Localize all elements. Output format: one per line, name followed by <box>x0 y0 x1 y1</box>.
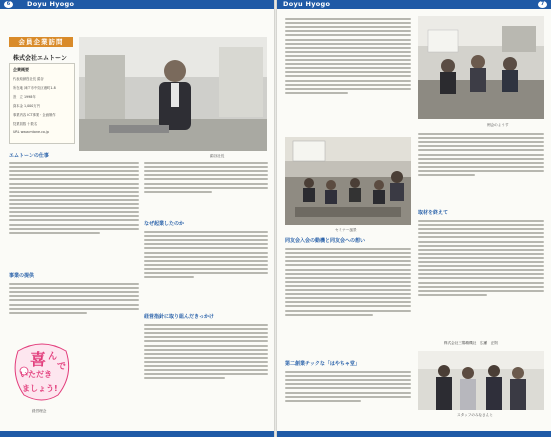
president-photo <box>79 37 267 151</box>
info-row: 従業員数 十数名 <box>13 122 38 126</box>
logo-text: で <box>57 362 67 372</box>
left-page-header <box>0 0 274 9</box>
left-page <box>0 0 274 437</box>
meeting-photo <box>418 16 544 119</box>
company-info-box <box>9 63 75 144</box>
section-title: なぜ起業したのか <box>144 221 185 227</box>
article-author: 株式会社三陽精機社 広瀬 正則 <box>444 341 498 345</box>
right-page <box>277 0 551 437</box>
left-page-number: 6 <box>4 1 13 8</box>
section-title: 第二創業チックな「はやちゃ堂」 <box>285 361 360 367</box>
article-text-column <box>418 218 544 338</box>
company-philosophy-logo <box>12 341 72 403</box>
president-photo-caption: 絹谷社長 <box>210 154 225 158</box>
logo-text: 喜 <box>30 350 47 369</box>
left-magazine-title: Doyu Hyogo <box>27 0 75 8</box>
company-title: 株式会社エムトーン <box>13 55 67 62</box>
section-title: 経営指針に取り組んだきっかけ <box>144 314 215 320</box>
info-row: 事業内容 ICT事業・企画制作 <box>13 113 56 117</box>
info-row: 資本金 1,000万円 <box>13 104 40 108</box>
section-title: 取材を終えて <box>418 210 449 216</box>
info-row: 所在地 神戸市中央区港町1-8 <box>13 86 56 90</box>
staff-photo-caption: スタッフのみなさんと <box>457 413 493 417</box>
article-text-column <box>9 281 139 337</box>
right-page-footer <box>277 431 551 437</box>
article-text-column <box>285 16 411 134</box>
meeting-photo-caption: 例会のようす <box>487 123 509 127</box>
article-text-column <box>9 160 139 268</box>
section-title: エムトーンの仕事 <box>9 153 49 159</box>
article-text-column <box>144 229 268 309</box>
logo-text: ん <box>48 352 58 362</box>
staff-photo <box>418 351 544 410</box>
logo-text: いただき <box>20 370 52 379</box>
logo-text: ましょう! <box>22 384 58 393</box>
member-visit-banner: 会員企業訪問 <box>9 37 73 47</box>
info-row: 設 立 1998年 <box>13 95 36 99</box>
right-page-header <box>277 0 551 9</box>
article-text-column <box>144 160 268 218</box>
right-page-number: 7 <box>538 1 547 8</box>
article-text-column <box>144 322 268 422</box>
info-row: 代表取締役社長 絹谷 <box>13 77 44 81</box>
right-magazine-title: Doyu Hyogo <box>283 0 331 8</box>
seminar-photo-caption: セミナー風景 <box>335 228 357 232</box>
seminar-photo <box>285 137 411 225</box>
article-text-column <box>285 369 411 427</box>
article-text-column <box>285 246 411 354</box>
info-box-title: 企業概要 <box>13 67 29 72</box>
section-title: 同友会入会の動機と同友会への想い <box>285 238 366 244</box>
left-page-footer <box>0 431 274 437</box>
article-text-column <box>418 131 544 205</box>
info-row: URL www.mtone.co.jp <box>13 130 49 134</box>
logo-caption: 経営理念 <box>32 409 47 413</box>
section-title: 事業の提供 <box>9 273 35 279</box>
